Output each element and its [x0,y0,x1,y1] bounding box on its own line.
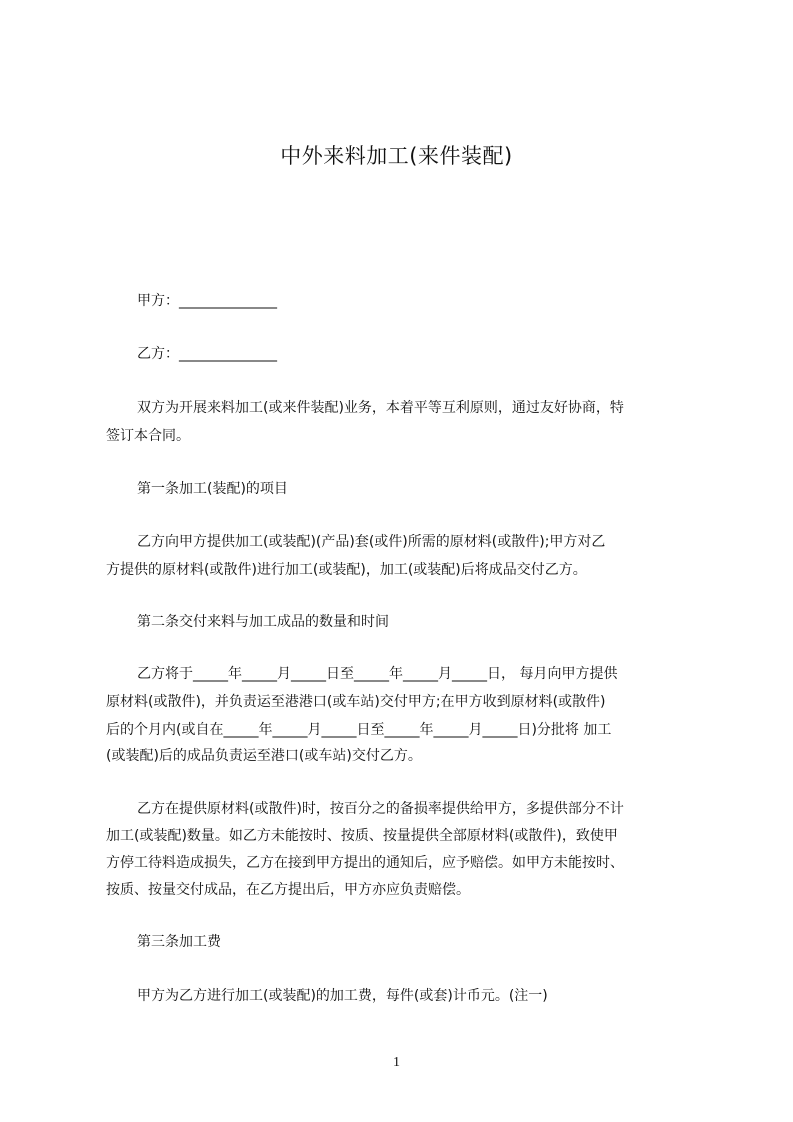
article-1-heading: 第一条加工(装配)的项目 [137,481,288,497]
article-1-line-2: 方提供的原材料(或散件)进行加工(或装配)，加工(或装配)后将成品交付乙方。 [106,562,587,578]
article-2-heading: 第二条交付来料与加工成品的数量和时间 [137,614,389,630]
article-2-para-2-line-2: 加工(或装配)数量。如乙方未能按时、按质、按量提供全部原材料(或散件)，致使甲 [106,828,618,844]
intro-line-2: 签订本合同。 [106,428,190,444]
article-2-para-1-line-4: (或装配)后的成品负责运至港口(或车站)交付乙方。 [106,748,422,764]
party-a-line: 甲方：______________ [137,293,277,309]
page-number: 1 [393,1055,400,1070]
article-2-para-2-line-4: 按质、按量交付成品，在乙方提出后，甲方亦应负责赔偿。 [106,882,470,898]
article-2-para-2-line-3: 方停工待料造成损失，乙方在接到甲方提出的通知后，应予赔偿。如甲方未能按时、 [106,855,624,871]
article-3-heading: 第三条加工费 [137,934,221,950]
article-2-para-1-line-3: 后的个月内(或自在_____年_____月_____日至_____年_____月_____日)分批将 加工 [106,722,612,738]
intro-line-1: 双方为开展来料加工(或来件装配)业务，本着平等互利原则，通过友好协商，特 [137,400,624,416]
article-3-line: 甲方为乙方进行加工(或装配)的加工费，每件(或套)计币元。(注一) [137,988,548,1004]
article-2-para-2-line-1: 乙方在提供原材料(或散件)时，按百分之的备损率提供给甲方，多提供部分不计 [137,801,624,817]
party-b-line: 乙方：______________ [137,346,277,362]
document-title: 中外来料加工(来件装配) [280,144,513,168]
article-1-line-1: 乙方向甲方提供加工(或装配)(产品)套(或件)所需的原材料(或散件);甲方对乙 [137,534,606,550]
article-2-para-1-line-1: 乙方将于_____年_____月_____日至_____年_____月_____日， 每月向甲方提供 [137,666,618,682]
article-2-para-1-line-2: 原材料(或散件)，并负责运至港港口(或车站)交付甲方;在甲方收到原材料(或散件) [106,694,606,710]
